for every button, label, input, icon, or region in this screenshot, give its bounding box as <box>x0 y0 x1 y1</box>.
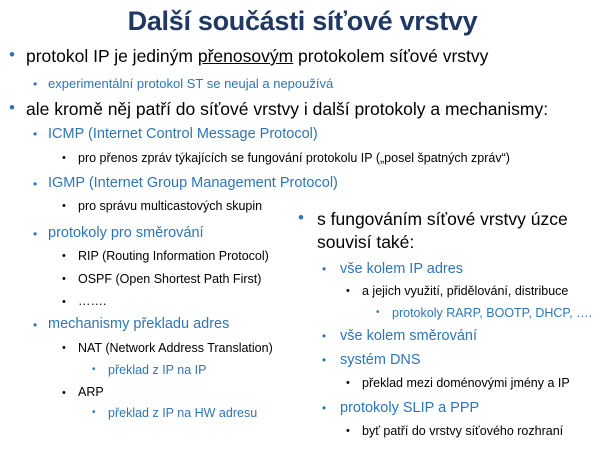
item-nat: NAT (Network Address Translation) <box>78 341 273 355</box>
bullet: • <box>92 407 96 418</box>
item-slip-ppp: protokoly SLIP a PPP <box>340 400 480 416</box>
item-arp: ARP <box>78 385 104 399</box>
bullet: • <box>346 425 350 437</box>
bullet: • <box>346 377 350 389</box>
item-arp-desc: překlad z IP na HW adresu <box>108 406 258 420</box>
bullet: • <box>62 200 66 212</box>
item-igmp-desc: pro správu multicastových skupin <box>78 199 263 213</box>
bullet: • <box>376 307 380 318</box>
right-heading-line1: s fungováním síťové vrstvy úzce <box>317 209 568 229</box>
point-text: protokol IP je jediným <box>26 46 198 66</box>
bullet: • <box>62 342 66 354</box>
item-ip-addresses: vše kolem IP adres <box>340 261 464 277</box>
item-slip-ppp-desc: byť patří do vrstvy síťového rozhraní <box>362 424 564 438</box>
bullet: • <box>33 77 38 91</box>
item-ospf: OSPF (Open Shortest Path First) <box>78 272 262 286</box>
item-dns: systém DNS <box>340 352 421 368</box>
point-text: protokolem síťové vrstvy <box>293 46 489 66</box>
bullet: • <box>322 262 327 276</box>
right-heading-line2: souvisí také: <box>317 232 415 252</box>
item-routing-protocols: protokoly pro směrování <box>48 225 204 241</box>
bullet: • <box>322 353 327 367</box>
bullet: • <box>62 296 66 308</box>
sub-point-st: experimentální protokol ST se neujal a nepoužívá <box>48 76 334 91</box>
item-icmp-desc: pro přenos zpráv týkajících se fungování protokolu IP („posel špatných zpráv“) <box>78 151 510 165</box>
item-nat-desc: překlad z IP na IP <box>108 363 207 377</box>
bullet: • <box>33 177 38 191</box>
bullet: • <box>62 387 66 399</box>
bullet: • <box>9 98 15 117</box>
point-other-protocols: ale kromě něj patří do síťové vrstvy i další protokoly a mechanismy: <box>26 99 549 119</box>
bullet: • <box>62 250 66 262</box>
bullet: • <box>298 208 304 227</box>
bullet: • <box>62 152 66 164</box>
item-dns-desc: překlad mezi doménovými jmény a IP <box>362 376 570 390</box>
slide-title: Další součásti síťové vrstvy <box>127 6 478 36</box>
bullet: • <box>33 227 38 241</box>
item-address-protocols: protokoly RARP, BOOTP, DHCP, …. <box>392 306 593 320</box>
bullet: • <box>92 364 96 375</box>
bullet: • <box>62 273 66 285</box>
item-ellipsis: ……. <box>78 294 107 308</box>
item-icmp: ICMP (Internet Control Message Protocol) <box>48 126 318 142</box>
item-routing-all: vše kolem směrování <box>340 328 477 344</box>
item-ip-addresses-desc: a jejich využití, přidělování, distribuce <box>362 284 569 298</box>
item-igmp: IGMP (Internet Group Management Protocol) <box>48 175 338 191</box>
item-address-translation: mechanismy překladu adres <box>48 316 230 332</box>
bullet: • <box>322 329 327 343</box>
bullet: • <box>9 45 15 64</box>
bullet: • <box>322 401 327 415</box>
bullet: • <box>346 285 350 297</box>
bullet: • <box>33 127 38 141</box>
item-rip: RIP (Routing Information Protocol) <box>78 249 269 263</box>
point-ip-only-transport <box>26 46 488 66</box>
bullet: • <box>33 318 38 332</box>
underlined-word: přenosovým <box>197 46 294 66</box>
